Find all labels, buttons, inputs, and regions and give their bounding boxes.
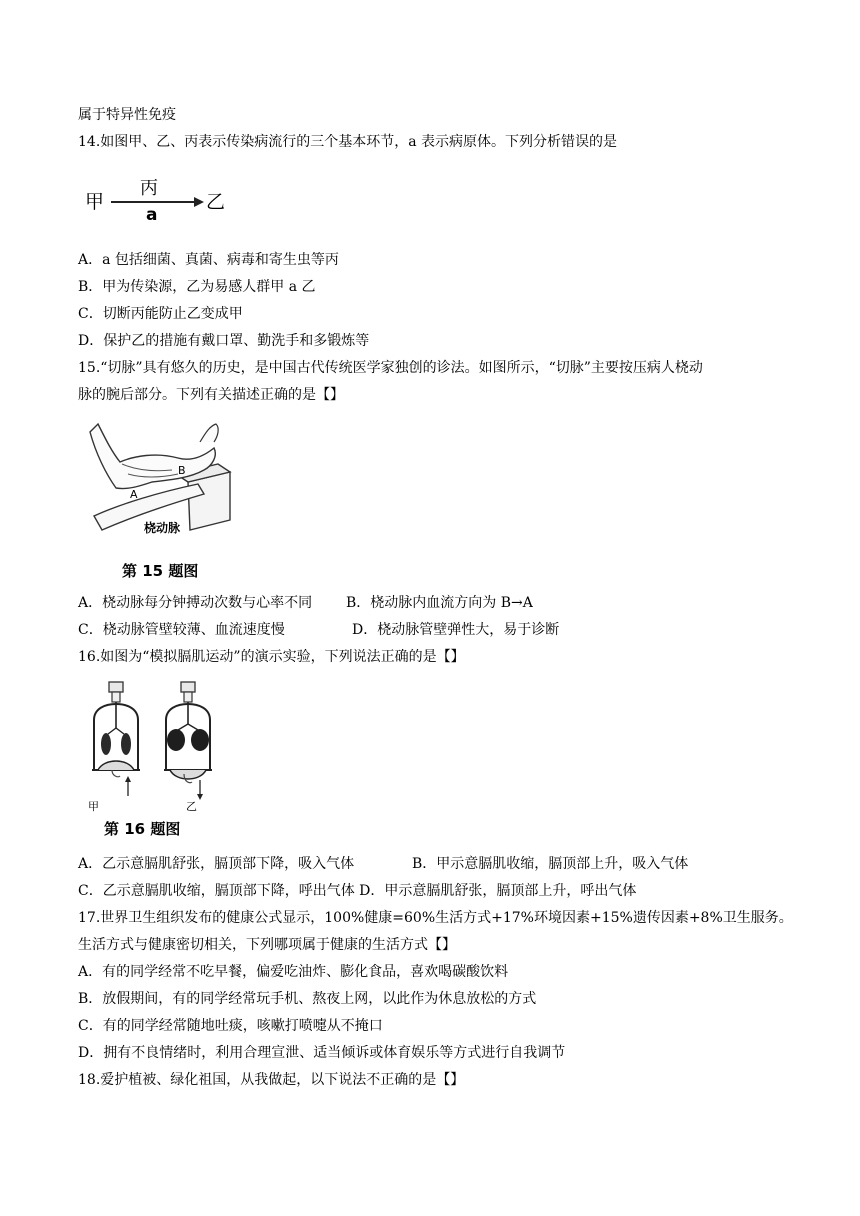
question-14-option-a: A．a 包括细菌、真菌、病毒和寄生虫等丙 [78, 252, 339, 268]
question-17-option-b: B．放假期间，有的同学经常玩手机、熬夜上网，以此作为休息放松的方式 [78, 991, 537, 1007]
fig15-vessel-label: 桡动脉 [144, 521, 181, 535]
question-15-stem-line1: 15.“切脉”具有悠久的历史，是中国古代传统医学家独创的诊法。如图所示，“切脉”主要按压病人桡动 [78, 360, 703, 376]
fig14-a-label: a [146, 205, 158, 225]
fig15-label-b: B [178, 464, 186, 477]
question-14-stem: 14.如图甲、乙、丙表示传染病流行的三个基本环节，a 表示病原体。下列分析错误的是 [78, 134, 618, 150]
question-16-option-c-d: C．乙示意膈肌收缩，膈顶部下降，呼出气体 D．甲示意膈肌舒张，膈顶部上升，呼出气体 [78, 883, 637, 899]
question-15-option-b: B．桡动脉内血流方向为 B→A [346, 595, 533, 611]
question-17-stem-line1: 17.世界卫生组织发布的健康公式显示，100%健康=60%生活方式+17%环境因素+15%遗传因素+8%卫生服务。 [78, 910, 793, 926]
fig16-jia-label: 甲 [88, 800, 99, 813]
fig15-caption: 第 15 题图 [122, 562, 199, 580]
question-15-option-c: C．桡动脉管壁较薄、血流速度慢 [78, 622, 285, 638]
question-14-option-d: D．保护乙的措施有戴口罩、勤洗手和多锻炼等 [78, 333, 370, 349]
question-16-stem: 16.如图为“模拟膈肌运动”的演示实验，下列说法正确的是【】 [78, 649, 465, 665]
figure-15-pulse-image [80, 412, 256, 584]
question-17-stem-line2: 生活方式与健康密切相关，下列哪项属于健康的生活方式【】 [78, 937, 456, 953]
fig14-bing-label: 丙 [140, 178, 158, 199]
fig15-label-a: A [130, 488, 138, 501]
fig16-caption: 第 16 题图 [104, 820, 181, 838]
question-14-option-b: B．甲为传染源，乙为易感人群甲 a 乙 [78, 279, 316, 295]
fig14-yi-label: 乙 [206, 191, 226, 213]
fig16-yi-label: 乙 [186, 800, 197, 813]
figure-14-diagram [80, 168, 230, 236]
question-15-option-a: A．桡动脉每分钟搏动次数与心率不同 [78, 595, 313, 611]
question-17-option-a: A．有的同学经常不吃早餐，偏爱吃油炸、膨化食品，喜欢喝碳酸饮料 [78, 964, 509, 980]
question-17-option-d: D．拥有不良情绪时，利用合理宣泄、适当倾诉或体育娱乐等方式进行自我调节 [78, 1045, 566, 1061]
question-18-stem: 18.爱护植被、绿化祖国，从我做起，以下说法不正确的是【】 [78, 1072, 465, 1088]
question-14-option-c: C．切断丙能防止乙变成甲 [78, 306, 243, 322]
question-17-option-c: C．有的同学经常随地吐痰，咳嗽打喷嚏从不掩口 [78, 1018, 383, 1034]
question-15-stem-line2: 脉的腕后部分。下列有关描述正确的是【】 [78, 387, 344, 403]
text-line-specific-immunity: 属于特异性免疫 [78, 107, 176, 123]
question-15-option-d: D．桡动脉管壁弹性大，易于诊断 [352, 622, 560, 638]
question-16-option-b: B．甲示意膈肌收缩，膈顶部上升，吸入气体 [412, 856, 689, 872]
fig14-jia-label: 甲 [85, 191, 105, 213]
figure-16-diaphragm-model [82, 678, 232, 842]
question-16-option-a: A．乙示意膈肌舒张，膈顶部下降，吸入气体 [78, 856, 355, 872]
